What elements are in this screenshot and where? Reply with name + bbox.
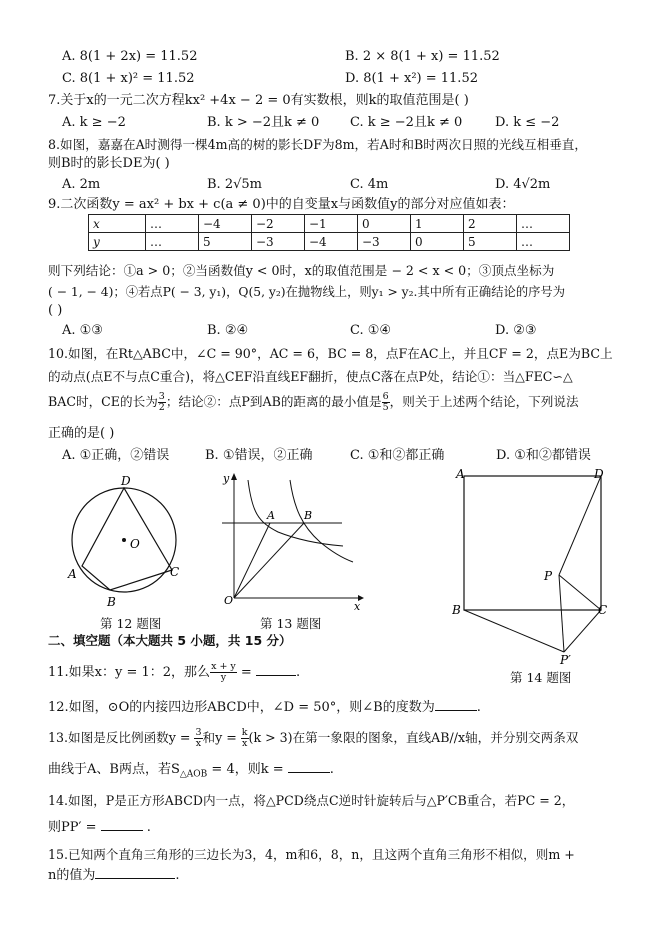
fraction-denominator: x: [241, 738, 248, 749]
segment-cp-prime: [564, 610, 601, 652]
q9-value-table: [88, 214, 570, 251]
label-d: D: [594, 467, 604, 481]
section-title-fill-in: 二、填空题（本大题共 5 小题，共 15 分）: [48, 633, 292, 648]
segment-bp-prime: [464, 610, 564, 652]
fraction-denominator: 5: [382, 402, 389, 413]
q7-stem: 7.关于x的一元二次方程kx² +4x − 2 = 0有实数根，则k的取值范围是( ): [48, 93, 469, 108]
center-dot: [122, 538, 126, 542]
q8-option-d: D. 4√2m: [495, 177, 551, 192]
q15-period: .: [175, 868, 180, 883]
q12-answer-blank[interactable]: [435, 698, 477, 711]
curve-y-3-over-x: [248, 480, 343, 546]
q13-text-e: = 4，则k =: [207, 762, 288, 777]
q10-option-a: A. ①正确，②错误: [62, 448, 170, 463]
fig12-circle-quadrilateral: [62, 470, 192, 610]
table-cell: …: [517, 215, 570, 233]
fig14-caption: 第 14 题图: [510, 670, 572, 685]
table-row: [89, 233, 570, 251]
label-a: A: [68, 567, 77, 581]
q10-fraction-ce: [158, 392, 166, 413]
label-c: C: [598, 603, 608, 617]
table-cell: y: [89, 233, 146, 251]
fraction-numerator: 6: [382, 391, 389, 402]
q13-stem-line1: [48, 728, 578, 749]
q13-stem-line2: [48, 760, 334, 784]
fraction-denominator: y: [220, 672, 227, 683]
q8-option-a: A. 2m: [62, 177, 101, 192]
segment-oa: [234, 523, 270, 598]
table-cell: 0: [358, 215, 411, 233]
segment-dp: [559, 476, 601, 575]
q10-fraction-distance: [382, 392, 390, 413]
label-p-prime: P′: [560, 653, 571, 666]
q9-option-b: B. ②④: [207, 323, 249, 338]
q7-option-d: D. k ≤ −2: [495, 115, 560, 130]
q7-option-b: B. k > −2且k ≠ 0: [207, 115, 320, 130]
table-cell: 0: [411, 233, 464, 251]
q13-fraction-3x: [194, 728, 202, 749]
q12-text: 12.如图，⊙O的内接四边形ABCD中，∠D = 50°，则∠B的度数为: [48, 700, 435, 715]
label-a: A: [267, 509, 275, 522]
table-cell: 5: [199, 233, 252, 251]
q10-stem-line4: 正确的是( ): [48, 426, 115, 441]
q13-text-b: 和y =: [202, 730, 241, 745]
q10-text-a: BAC时，CE的长为: [48, 394, 158, 409]
label-b: B: [107, 595, 116, 609]
q6-option-d: D. 8(1 + x²) = 11.52: [345, 71, 478, 86]
fig14-square-rotation: [452, 466, 612, 666]
table-cell: −2: [252, 215, 305, 233]
label-b: B: [452, 603, 461, 617]
label-a: A: [456, 467, 465, 481]
q14-period: .: [142, 820, 151, 835]
y-axis-arrow: [231, 473, 237, 480]
q11-equals: =: [236, 665, 256, 680]
q14-answer-blank[interactable]: [101, 818, 143, 831]
q12-stem: [48, 698, 481, 717]
q14-text: 则PP′ =: [48, 820, 101, 835]
q13-period: .: [329, 762, 334, 777]
label-b: B: [304, 509, 313, 522]
q11-text: 11.如果x：y = 1：2，那么: [48, 665, 211, 680]
q10-option-b: B. ①错误，②正确: [205, 448, 313, 463]
q12-period: .: [476, 700, 481, 715]
q7-option-a: A. k ≥ −2: [62, 115, 126, 130]
q10-option-c: C. ①和②都正确: [350, 448, 445, 463]
q9-option-d: D. ②③: [495, 323, 537, 338]
table-cell: …: [146, 215, 199, 233]
fraction-denominator: 2: [158, 402, 165, 413]
q6-option-b: B. 2 × 8(1 + x) = 11.52: [345, 49, 500, 64]
fig12-caption: 第 12 题图: [100, 616, 162, 631]
table-cell: −4: [305, 233, 358, 251]
q10-option-d: D. ①和②都错误: [496, 448, 591, 463]
fig13-caption: 第 13 题图: [260, 616, 322, 631]
q8-option-b: B. 2√5m: [207, 177, 262, 192]
segment-ob: [234, 523, 304, 598]
q8-stem-line2: 则B时的影长DE为( ): [48, 156, 170, 171]
q10-stem-line3: [48, 392, 579, 413]
q8-option-c: C. 4m: [350, 177, 389, 192]
q10-text-c: ，则关于上述两个结论，下列说法: [389, 394, 579, 409]
q11-fraction: [210, 662, 237, 683]
segment-pc: [559, 575, 601, 610]
q11-stem: 11.如果x：y = 1：2，那么 $\frac{x + y}{y}$ = .: [48, 661, 301, 683]
q13-text-a: 13.如图是反比例函数y =: [48, 730, 195, 745]
table-cell: −3: [252, 233, 305, 251]
q9-conclusions-line2: ( − 1, − 4)；④若点P( − 3, y₁)，Q(5, y₂)在抛物线上，则y₁ > y₂.其中所有正确结论的序号为: [48, 285, 566, 299]
q15-stem-line1: 15.已知两个直角三角形的三边长为3，4，m和6，8，n，且这两个直角三角形不相似，则m +: [48, 847, 575, 862]
q13-subscript: △AOB: [179, 769, 208, 780]
table-cell: …: [146, 233, 199, 251]
label-x: x: [354, 600, 361, 610]
q14-stem-line1: 14.如图，P是正方形ABCD内一点，将△PCD绕点C逆时针旋转后与△P′CB重合，若PC = 2，: [48, 793, 575, 808]
q9-option-a: A. ①③: [62, 323, 103, 338]
table-cell: x: [89, 215, 146, 233]
q10-stem-line1: 10.如图，在Rt△ABC中，∠C = 90°，AC = 6，BC = 8，点F在AC上，并且CF = 2，点E为BC上: [48, 346, 613, 361]
label-y: y: [223, 472, 230, 485]
table-row: [89, 215, 570, 233]
q10-text-b: ；结论②：点P到AB的距离的最小值是: [165, 394, 382, 409]
label-d: D: [121, 474, 131, 488]
q9-conclusions-line1: 则下列结论：①a > 0；②当函数值y < 0时，x的取值范围是 − 2 < x < 0；③顶点坐标为: [48, 263, 555, 278]
fraction-numerator: x + y: [211, 661, 236, 672]
table-cell: …: [517, 233, 570, 251]
q14-stem-line2: [48, 818, 151, 837]
label-o: O: [130, 537, 140, 551]
fraction-numerator: k: [241, 727, 248, 738]
q6-option-c: C. 8(1 + x)² = 11.52: [62, 71, 195, 86]
q15-stem-line2: [48, 866, 180, 885]
table-cell: −4: [199, 215, 252, 233]
label-p: P: [544, 569, 553, 583]
fraction-numerator: 3: [158, 391, 165, 402]
table-cell: 5: [464, 233, 517, 251]
q13-answer-blank[interactable]: [288, 760, 330, 773]
q15-answer-blank[interactable]: [95, 866, 175, 879]
q11-answer-blank[interactable]: [256, 663, 296, 676]
q8-stem-line1: 8.如图，嘉嘉在A时测得一棵4m高的树的影长DF为8m，若A时和B时两次日照的光线互相垂直，: [48, 137, 587, 152]
q6-option-a: A. 8(1 + 2x) = 11.52: [62, 49, 198, 64]
q9-option-c: C. ①④: [350, 323, 392, 338]
table-cell: −1: [305, 215, 358, 233]
fraction-denominator: x: [195, 738, 202, 749]
label-c: C: [170, 565, 180, 579]
square-abcd: [464, 476, 601, 610]
table-cell: 2: [464, 215, 517, 233]
table-cell: 1: [411, 215, 464, 233]
fig13-inverse-function-graph: [218, 470, 368, 610]
q9-stem: 9.二次函数y = ax² + bx + c(a ≠ 0)中的自变量x与函数值y的部分对应值如表：: [48, 197, 515, 212]
quadrilateral-abcd: [82, 488, 172, 590]
q13-text-d: 曲线于A、B两点，若S: [48, 762, 180, 777]
q13-fraction-kx: [241, 728, 249, 749]
table-cell: −3: [358, 233, 411, 251]
q13-text-c: (k > 3)在第一象限的图象，直线AB//x轴，并分别交两条双: [248, 730, 579, 745]
label-o: O: [224, 594, 234, 607]
q9-conclusions-line3: ( ): [48, 303, 63, 318]
q15-text: n的值为: [48, 868, 96, 883]
q10-stem-line2: 的动点(点E不与点C重合)，将△CEF沿直线EF翻折，使点C落在点P处，结论①：当△FEC∽△: [48, 369, 573, 384]
q7-option-c: C. k ≥ −2且k ≠ 0: [350, 115, 463, 130]
fraction-numerator: 3: [195, 727, 202, 738]
segment-pp-prime: [559, 575, 564, 652]
curve-y-k-over-x: [290, 480, 353, 562]
